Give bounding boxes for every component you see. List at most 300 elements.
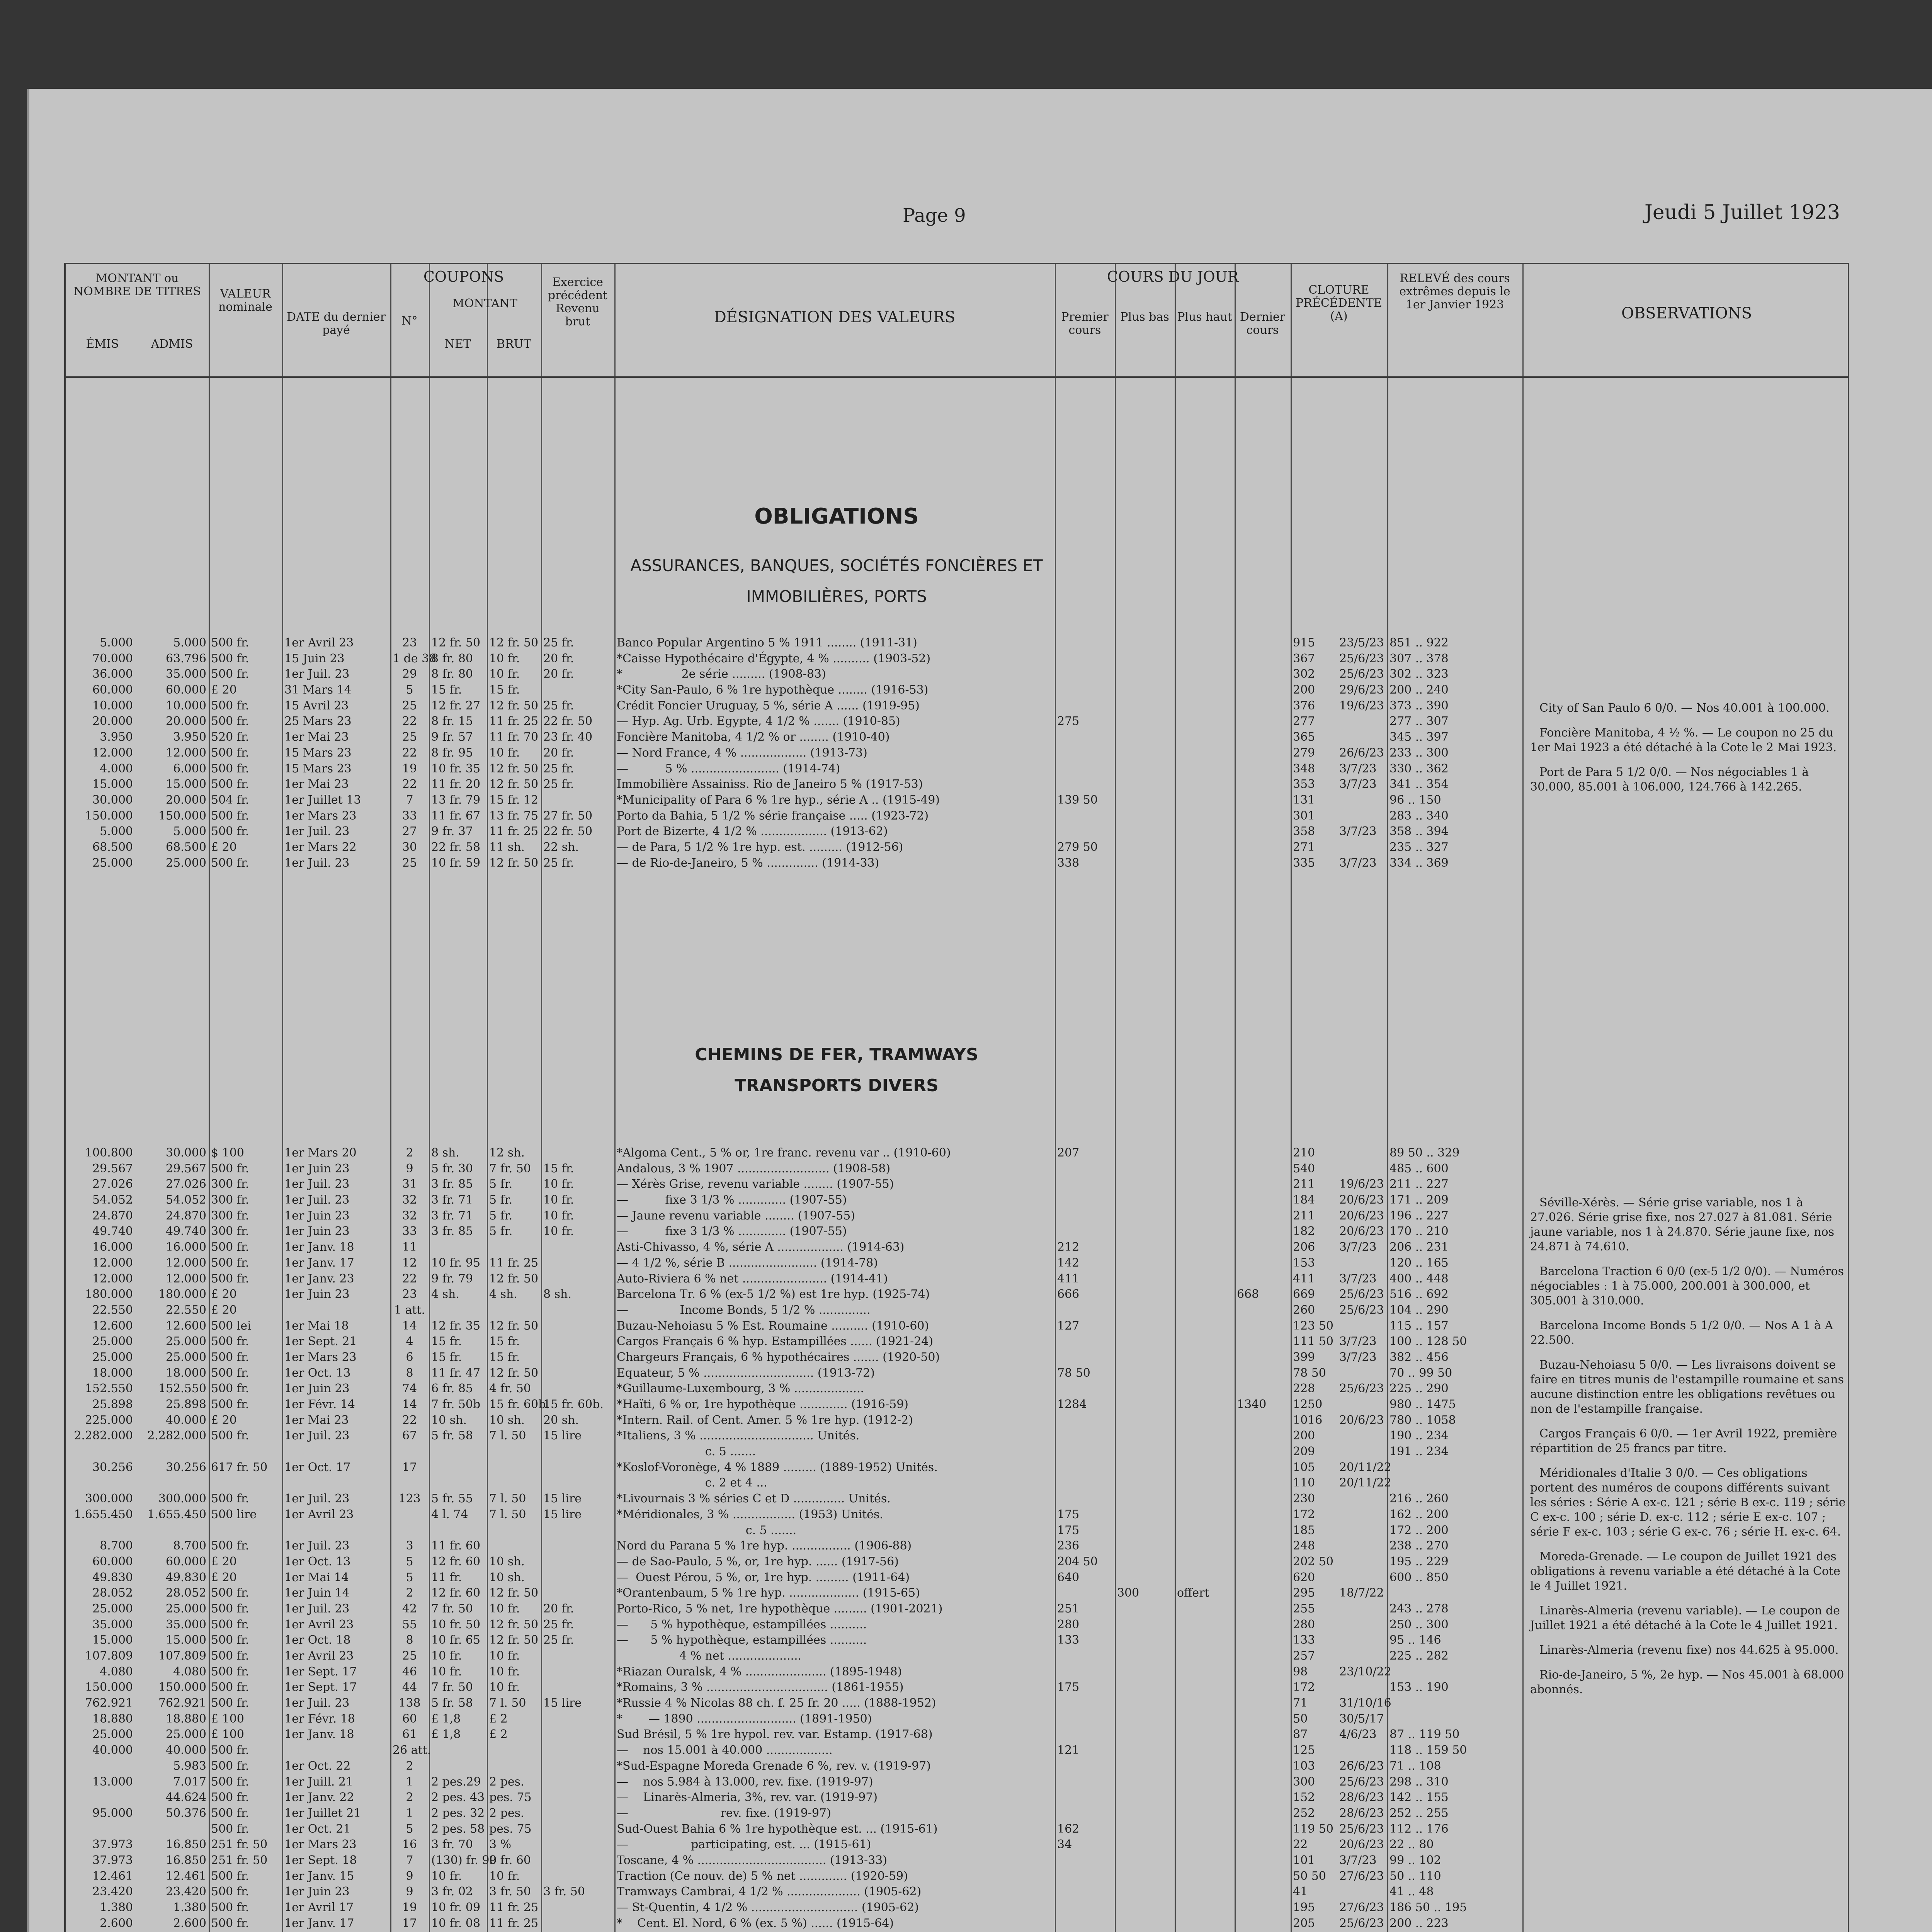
observation-note: Port de Para 5 1/2 0/0. — Nos négociables 1 à 30.000, 85.001 à 106.000, 124.766 à 142.265. [1530,765,1809,794]
cell-dernier [1235,855,1291,871]
cell-no: 1 de 38 [393,651,437,665]
cell-admis: 12.600 [166,1319,206,1333]
cell-admis: 762.921 [158,1696,206,1710]
cell-no: 31 [402,1177,417,1191]
cell-cloture: 211 [1293,1209,1315,1223]
cell-plus-haut [1175,1696,1235,1711]
cell-premier [1055,1853,1115,1869]
cell-admis [135,1523,209,1539]
cell-net: 10 fr. 65 [431,1633,481,1647]
cell-valeur: 300 fr. [211,1193,249,1207]
cell-plus-haut [1175,1318,1235,1334]
cell-cloture: 353 [1293,777,1315,791]
cell-date: 15 Avril 23 [284,699,349,713]
table-row [66,1177,1522,1192]
cell-cloture-date [1337,1444,1387,1460]
cell-dernier [1235,1790,1291,1806]
cell-no: 30 [402,840,417,854]
cell-admis: 29.567 [166,1162,206,1175]
cell-valeur: 500 fr. [211,825,249,838]
cell-net: 10 fr. [431,1869,462,1883]
cell-emis: 150.000 [85,809,133,823]
cell-date: 1er Janv. 18 [284,1728,354,1742]
cell-admis: 20.000 [166,793,206,807]
table-row [66,1648,1522,1664]
cell-designation: Nord du Parana 5 % 1re hyp. ................ (1906-88) [617,1539,912,1553]
cell-net: 8 fr. 80 [431,651,473,665]
cell-brut: £ 2 [489,1728,508,1742]
cell-dernier [1235,1696,1291,1711]
cell-releve [1387,1664,1519,1680]
cell-releve: 87 .. 119 50 [1389,1728,1460,1742]
table-row [66,730,1522,745]
cell-brut: 5 fr. [489,1225,513,1238]
cell-plus-haut [1175,1271,1235,1287]
cell-designation: Traction (Ce nouv. de) 5 % net ............. (1920-59) [617,1869,908,1883]
cell-exercice: 22 fr. 50 [543,825,593,838]
cell-exercice: 15 fr. 60b. [543,1398,604,1411]
table-row [66,1287,1522,1303]
cell-date: 1er Avril 23 [284,636,354,650]
cell-net: 10 fr. 08 [431,1916,481,1930]
cell-emis: 49.830 [92,1570,133,1584]
cell-designation: Banco Popular Argentino 5 % 1911 ........ (1911-31) [617,636,917,650]
cell-cloture-date: 26/6/23 [1339,1759,1384,1773]
cell-designation: — Ouest Pérou, 5 %, or, 1re hyp. ......... (1911-64) [617,1570,910,1584]
cell-date: 1er Juin 23 [284,1287,350,1301]
cell-plus-haut [1175,1648,1235,1664]
cell-designation: — 5 % ........................ (1914-74) [617,762,840,776]
table-row [66,1224,1522,1240]
cell-admis: 180.000 [158,1287,206,1301]
cell-no: 22 [402,1272,417,1286]
cell-brut: 12 fr. 50 [489,1272,539,1286]
cell-net: 11 fr. [431,1570,462,1584]
cell-releve: 172 .. 200 [1389,1523,1449,1537]
cell-cloture-date: 20/11/22 [1339,1460,1391,1474]
cell-dernier [1235,1711,1291,1727]
cell-premier [1055,1475,1115,1491]
cell-cloture: 252 [1293,1806,1315,1820]
cell-cloture: 123 50 [1293,1319,1333,1333]
cell-exercice [541,1711,614,1727]
cell-admis [135,1444,209,1460]
cell-premier [1055,730,1115,745]
cell-no: 42 [402,1602,417,1616]
cell-net: 12 fr. 27 [431,699,481,713]
cell-net: 10 fr. 95 [431,1256,481,1270]
cell-exercice [541,1585,614,1601]
cell-cloture: 271 [1293,840,1315,854]
section-subtitle-obligations: ASSURANCES, BANQUES, SOCIÉTÉS FONCIÈRES ET IMMOBILIÈRES, PORTS [630,556,1043,606]
col-cours-du-jour: COURS DU JOUR [1107,268,1239,285]
cell-net: 15 fr. [431,1350,462,1364]
cell-emis: 150.000 [85,1680,133,1694]
cell-designation: *Intern. Rail. of Cent. Amer. 5 % 1re hyp. (1912-2) [617,1413,913,1427]
cell-cloture: 277 [1293,714,1315,728]
observation-note: Foncière Manitoba, 4 ½ %. — Le coupon no 25 du 1er Mai 1923 a été détaché à la Cote le 2 Mai 1923. [1530,726,1837,754]
cell-date: 1er Juil. 23 [284,856,350,870]
cell-releve: 100 .. 128 50 [1389,1335,1467,1349]
cell-valeur: 500 fr. [211,856,249,870]
cell-releve [1387,1585,1519,1601]
cell-brut: 11 fr. 25 [489,1916,539,1930]
cell-designation: *Algoma Cent., 5 % or, 1re franc. revenu var .. (1910-60) [617,1146,951,1160]
cell-net: 10 fr. 50 [431,1617,481,1631]
cell-brut [487,1743,541,1759]
cell-plus-bas [1115,1523,1175,1539]
cell-plus-haut [1175,698,1235,714]
cell-cloture: 111 50 [1293,1335,1333,1349]
cell-premier [1055,667,1115,682]
cell-admis: 150.000 [158,1680,206,1694]
cell-valeur: 500 fr. [211,1759,249,1773]
cell-premier [1055,1806,1115,1821]
cell-net: 10 fr. [431,1665,462,1679]
cell-cloture-date [1337,1366,1387,1381]
cell-plus-bas [1115,1208,1175,1224]
cell-emis: 107.809 [85,1649,133,1663]
col-designation: DÉSIGNATION DES VALEURS [714,308,956,326]
cell-plus-bas [1115,1240,1175,1255]
cell-plus-haut [1175,1208,1235,1224]
cell-dernier [1235,1554,1291,1570]
cell-no: 5 [406,1570,413,1584]
cell-exercice [541,1774,614,1790]
cell-date: 1er Oct. 13 [284,1554,351,1568]
cell-premier [1055,1491,1115,1507]
cell-admis: 27.026 [166,1177,206,1191]
cell-releve: 516 .. 692 [1389,1287,1449,1301]
table-row [66,1869,1522,1884]
cell-releve [1387,1475,1519,1491]
cell-releve: 50 .. 110 [1389,1869,1441,1883]
cell-no: 27 [402,825,417,838]
col-premier: Premier cours [1061,310,1109,337]
cell-plus-haut [1175,1224,1235,1240]
cell-plus-bas [1115,1743,1175,1759]
cell-date: 1er Oct. 13 [284,1366,351,1380]
cell-plus-haut [1175,714,1235,730]
cell-releve: 345 .. 397 [1389,730,1449,744]
cell-net: 2 pes.29 [431,1775,481,1789]
cell-valeur: £ 20 [211,1570,237,1584]
cell-cloture-date: 25/6/23 [1339,667,1384,681]
cell-emis: 300.000 [85,1492,133,1506]
cell-cloture: 230 [1293,1492,1315,1506]
cell-cloture: 152 [1293,1791,1315,1804]
cell-admis: 12.000 [166,746,206,760]
cell-admis: 25.000 [166,1728,206,1742]
cell-valeur: 300 fr. [211,1209,249,1223]
cell-cloture-date [1337,1570,1387,1586]
cell-date [282,1523,390,1539]
col-releve: RELEVÉ des cours extrêmes depuis le 1er Janvier 1923 [1399,272,1510,311]
cell-designation: — rev. fixe. (1919-97) [617,1806,831,1820]
cell-admis: 12.461 [166,1869,206,1883]
col-net: NET [444,337,471,351]
cell-premier: 411 [1057,1272,1080,1286]
cell-dernier [1235,1648,1291,1664]
cell-emis: 27.026 [92,1177,133,1191]
cell-plus-haut [1175,1428,1235,1444]
cell-date: 1er Févr. 14 [284,1398,355,1411]
cell-dernier [1235,651,1291,667]
cell-date: 1er Sept. 17 [284,1665,357,1679]
cell-date: 1er Juillet 21 [284,1806,361,1820]
cell-date [282,1444,390,1460]
cell-exercice: 25 fr. [543,762,574,776]
cell-emis: 2.282.000 [74,1429,133,1443]
cell-admis: 8.700 [173,1539,206,1553]
cell-exercice [541,682,614,698]
cell-cloture-date: 20/11/22 [1339,1476,1391,1490]
cell-premier: 275 [1057,714,1080,728]
cell-designation: — Linarès-Almeria, 3%, rev. var. (1919-97) [617,1791,878,1804]
cell-emis: 13.000 [92,1775,133,1789]
cell-no: 17 [402,1460,417,1474]
cell-net: 3 fr. 85 [431,1177,473,1191]
cell-plus-bas [1115,667,1175,682]
cell-admis: 63.796 [166,651,206,665]
cell-releve: 170 .. 210 [1389,1225,1449,1238]
cell-net: 3 fr. 71 [431,1193,473,1207]
cell-valeur: 500 fr. [211,1775,249,1789]
cell-releve [1387,1460,1519,1476]
observations-obligations [1530,701,1847,804]
cell-net: 11 fr. 60 [431,1539,481,1553]
cell-admis: 28.052 [166,1586,206,1600]
cell-valeur: 504 fr. [211,793,249,807]
cell-plus-bas [1115,1680,1175,1696]
cell-cloture: 41 [1293,1885,1308,1899]
cell-cloture-date: 27/6/23 [1339,1901,1384,1914]
cell-exercice [541,1303,614,1318]
cell-emis: 12.000 [92,1256,133,1270]
cell-cloture-date: 30/5/17 [1339,1712,1384,1726]
table-row [66,777,1522,793]
cell-emis [66,1821,135,1837]
cell-brut: 11 fr. 25 [489,1256,539,1270]
cell-designation: — Jaune revenu variable ........ (1907-55) [617,1209,855,1223]
cell-plus-haut: offert [1177,1586,1209,1600]
cell-dernier [1235,824,1291,840]
cell-admis: 15.000 [166,1633,206,1647]
cell-releve: 206 .. 231 [1389,1240,1449,1254]
cell-valeur: £ 20 [211,1303,237,1317]
cell-brut: 2 pes. [489,1806,524,1820]
cell-premier [1055,1759,1115,1774]
cell-date: 1er Juin 23 [284,1162,350,1175]
cell-dernier [1235,1271,1291,1287]
cell-plus-bas [1115,1853,1175,1869]
cell-cloture: 22 [1293,1838,1308,1852]
cell-net: 15 fr. [431,683,462,697]
observation-note: Barcelona Income Bonds 5 1/2 0/0. — Nos A 1 à A 22.500. [1530,1319,1833,1347]
cell-cloture: 279 [1293,746,1315,760]
cell-releve: 71 .. 108 [1389,1759,1441,1773]
cell-date: 25 Mars 23 [284,714,352,728]
cell-admis: 16.850 [166,1853,206,1867]
cell-releve [1387,1696,1519,1711]
cell-emis: 28.052 [92,1586,133,1600]
cell-valeur: 500 fr. [211,1869,249,1883]
cell-plus-haut [1175,1727,1235,1743]
cell-cloture: 228 [1293,1382,1315,1396]
cell-cloture-date: 19/6/23 [1339,699,1384,713]
cell-premier: 133 [1057,1633,1080,1647]
cell-admis: 35.000 [166,1617,206,1631]
cell-dernier [1235,1680,1291,1696]
cell-releve: 277 .. 307 [1389,714,1449,728]
cell-plus-bas [1115,1869,1175,1884]
table-row [66,1884,1522,1900]
cell-valeur: 500 fr. [211,1492,249,1506]
cell-brut: 12 fr. 50 [489,1319,539,1333]
cell-cloture-date: 3/7/23 [1339,1240,1377,1254]
cell-premier [1055,682,1115,698]
table-row [66,667,1522,682]
cell-cloture-date [1337,1145,1387,1161]
cell-no: 5 [406,683,413,697]
cell-premier [1055,1161,1115,1177]
cell-releve [1387,1711,1519,1727]
cell-brut: 12 sh. [489,1146,525,1160]
table-row [66,793,1522,808]
cell-premier [1055,1648,1115,1664]
cell-releve: 250 .. 300 [1389,1617,1449,1631]
cell-brut [487,1460,541,1476]
cell-net: 8 sh. [431,1146,459,1160]
cell-brut: 12 fr. 50 [489,1366,539,1380]
cell-admis: 49.830 [166,1570,206,1584]
cell-cloture: 131 [1293,793,1315,807]
cell-exercice [541,1366,614,1381]
cell-plus-bas [1115,1350,1175,1366]
table-row [66,651,1522,667]
cell-net [429,1444,487,1460]
table-row [66,1475,1522,1491]
cell-releve: 200 .. 223 [1389,1916,1449,1930]
table-row [66,1334,1522,1350]
cell-no [390,1507,429,1523]
cell-brut: 12 fr. 50 [489,699,539,713]
cell-net [429,1240,487,1255]
cell-dernier [1235,1491,1291,1507]
cell-releve: 195 .. 229 [1389,1554,1449,1568]
cell-designation: *Guillaume-Luxembourg, 3 % ................... [617,1382,864,1396]
col-montant-coupon: MONTANT [452,297,517,310]
cell-designation: Asti-Chivasso, 4 %, série A .................. (1914-63) [617,1240,905,1254]
cell-designation: *Sud-Espagne Moreda Grenade 6 %, rev. v. (1919-97) [617,1759,931,1773]
cell-cloture-date [1337,1161,1387,1177]
cell-dernier [1235,1523,1291,1539]
table-row [66,840,1522,855]
cell-no: 22 [402,746,417,760]
cell-admis: 50.376 [166,1806,206,1820]
cell-emis: 49.740 [92,1225,133,1238]
cell-admis: 68.500 [166,840,206,854]
cell-emis [66,1475,135,1491]
cell-releve: 99 .. 102 [1389,1853,1441,1867]
table-row [66,1759,1522,1774]
cell-designation: * 2e série ......... (1908-83) [617,667,826,681]
cell-plus-haut [1175,793,1235,808]
cell-exercice: 20 fr. [543,1602,574,1616]
cell-dernier [1235,1161,1291,1177]
cell-no: 16 [402,1838,417,1852]
cell-cloture: 78 50 [1293,1366,1326,1380]
cell-admis: 5.000 [173,636,206,650]
cell-premier: 251 [1057,1602,1080,1616]
cell-exercice [541,1350,614,1366]
cell-valeur: 500 fr. [211,746,249,760]
cell-designation: *Koslof-Voronège, 4 % 1889 ......... (1889-1952) Unités. [617,1460,938,1474]
cell-admis: 2.282.000 [147,1429,206,1443]
cell-plus-bas [1115,824,1175,840]
cell-valeur: 500 fr. [211,1350,249,1364]
cell-admis: 35.000 [166,667,206,681]
cell-cloture: 200 [1293,683,1315,697]
cell-plus-bas [1115,761,1175,777]
table-row [66,1145,1522,1161]
cell-admis: 1.655.450 [147,1507,206,1521]
cell-admis: 54.052 [166,1193,206,1207]
cell-designation: — 5 % hypothèque, estampillées .......... [617,1617,867,1631]
cell-designation: — fixe 3 1/3 % ............. (1907-55) [617,1193,847,1207]
cell-premier [1055,1900,1115,1916]
cell-emis: 20.000 [92,714,133,728]
cell-plus-haut [1175,1664,1235,1680]
cell-cloture: 153 [1293,1256,1315,1270]
cell-exercice [541,1790,614,1806]
cell-exercice: 10 fr. [543,1209,574,1223]
col-dernier: Dernier cours [1240,310,1286,337]
observation-note: Barcelona Traction 6 0/0 (ex-5 1/2 0/0). — Numéros négociables : 1 à 75.000, 200.001 à 300.000, et 305.001 à 310.000. [1530,1265,1844,1308]
cell-valeur: 500 lire [211,1507,257,1521]
cell-date: 1er Juil. 23 [284,667,350,681]
cell-cloture: 133 [1293,1633,1315,1647]
cell-plus-bas [1115,1381,1175,1397]
cell-dernier [1235,1585,1291,1601]
cell-date: 1er Juil. 23 [284,1193,350,1207]
cell-exercice: 3 fr. 50 [543,1885,585,1899]
cell-net: 13 fr. 79 [431,793,481,807]
cell-releve: 243 .. 278 [1389,1602,1449,1616]
cell-exercice [541,1680,614,1696]
cell-releve: 118 .. 159 50 [1389,1743,1467,1757]
cell-cloture: 348 [1293,762,1315,776]
cell-dernier [1235,840,1291,855]
col-emis: ÉMIS [86,337,119,351]
cell-cloture: 103 [1293,1759,1315,1773]
cell-date: 1er Janv. 17 [284,1916,354,1930]
cell-brut: 13 fr. 75 [489,809,539,823]
cell-premier: 78 50 [1057,1366,1090,1380]
cell-cloture: 620 [1293,1570,1315,1584]
cell-plus-haut [1175,1743,1235,1759]
cell-date: 1er Mars 22 [284,840,357,854]
table-row [66,1303,1522,1318]
cell-valeur: 500 fr. [211,1791,249,1804]
cell-no: 14 [402,1398,417,1411]
cell-plus-haut [1175,1366,1235,1381]
cell-admis: 7.017 [173,1775,206,1789]
cell-no: 14 [402,1319,417,1333]
cell-plus-bas [1115,1177,1175,1192]
cell-exercice: 15 fr. [543,1162,574,1175]
cell-cloture-date: 3/7/23 [1339,856,1377,870]
